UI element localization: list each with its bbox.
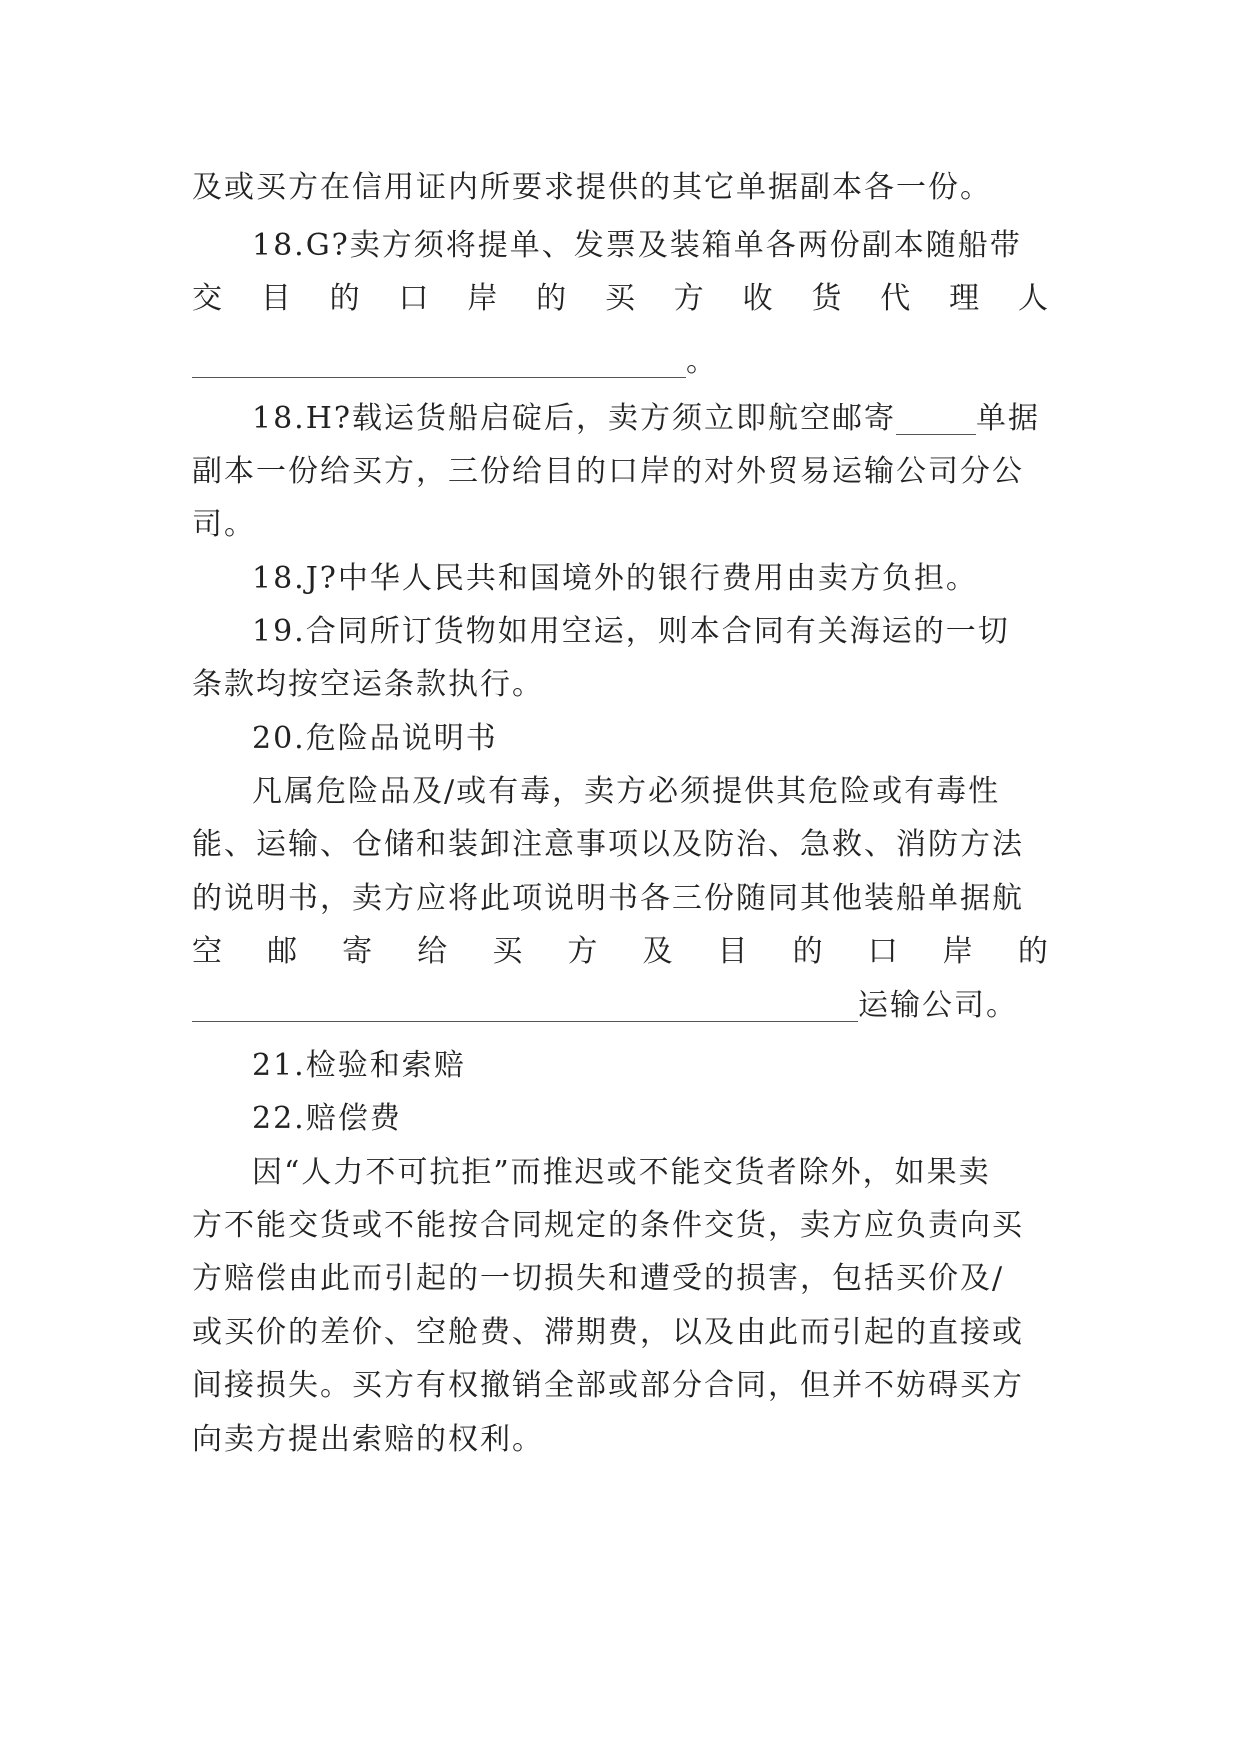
char: 的 [1017, 934, 1048, 969]
char: 方 [673, 281, 704, 316]
char: 买 [492, 934, 523, 969]
clause-19-line: 19.合同所订货物如用空运，则本合同有关海运的一切 [252, 614, 1010, 649]
char: 岸 [942, 934, 973, 969]
paragraph-line: 司。 [192, 507, 256, 542]
char: 寄 [342, 934, 373, 969]
char: 及 [642, 934, 673, 969]
char: 目 [717, 934, 748, 969]
clause-18g-blank-line [192, 338, 1048, 386]
char: 的 [329, 281, 360, 316]
fill-blank [192, 987, 858, 1022]
char: 口 [398, 281, 429, 316]
paragraph-line: 方不能交货或不能按合同规定的条件交货，卖方应负责向买 [192, 1208, 1024, 1243]
paragraph-line: 因“人力不可抗拒”而推迟或不能交货者除外，如果卖 [252, 1155, 991, 1190]
clause-18g-line: 18.G?卖方须将提单、发票及装箱单各两份副本随船带 [252, 228, 1022, 263]
paragraph-line: 条款均按空运条款执行。 [192, 667, 544, 702]
char: 货 [811, 281, 842, 316]
clause-18g-justified-line [192, 275, 1048, 323]
paragraph-line: 及或买方在信用证内所要求提供的其它单据副本各一份。 [192, 170, 992, 205]
char: 口 [867, 934, 898, 969]
paragraph-line: 凡属危险品及/或有毒，卖方必须提供其危险或有毒性 [252, 774, 1001, 809]
blank-suffix: 运输公司。 [858, 988, 1018, 1023]
char: 的 [792, 934, 823, 969]
paragraph-line: 间接损失。买方有权撤销全部或部分合同，但并不妨碍买方 [192, 1368, 1024, 1403]
char: 方 [567, 934, 598, 969]
char: 交 [192, 281, 222, 316]
char: 理 [949, 281, 980, 316]
clause-18h-line [252, 395, 1048, 443]
paragraph-line: 副本一份给买方，三份给目的口岸的对外贸易运输公司分公 [192, 454, 1024, 489]
clause-20-blank-line [192, 982, 1048, 1030]
paragraph-line: 能、运输、仓储和装卸注意事项以及防治、急救、消防方法 [192, 827, 1024, 862]
char: 人 [1017, 281, 1048, 316]
paragraph-line: 的说明书，卖方应将此项说明书各三份随同其他装船单据航 [192, 881, 1024, 916]
clause-18j-line: 18.J?中华人民共和国境外的银行费用由卖方负担。 [252, 561, 978, 596]
char: 的 [536, 281, 567, 316]
paragraph-line: 方赔偿由此而引起的一切损失和遭受的损害，包括买价及/ [192, 1261, 1005, 1296]
paragraph-line: 或买价的差价、空舱费、滞期费，以及由此而引起的直接或 [192, 1315, 1024, 1350]
char: 收 [742, 281, 773, 316]
clause-18h-text-end: 单据 [975, 401, 1040, 436]
clause-21-heading: 21.检验和索赔 [252, 1048, 466, 1083]
char: 代 [880, 281, 911, 316]
paragraph-line: 向卖方提出索赔的权利。 [192, 1422, 544, 1457]
char: 岸 [467, 281, 498, 316]
clause-22-heading: 22.赔偿费 [252, 1101, 402, 1136]
char: 目 [260, 281, 291, 316]
clause-20-justified-line [192, 928, 1048, 976]
char: 买 [604, 281, 635, 316]
char: 给 [417, 934, 448, 969]
char: 邮 [267, 934, 298, 969]
clause-18h-text: 18.H?载运货船启碇后，卖方须立即航空邮寄 [252, 401, 896, 436]
clause-20-heading: 20.危险品说明书 [252, 721, 498, 756]
fill-blank [192, 343, 686, 378]
char: 空 [192, 934, 222, 969]
period: 。 [686, 344, 718, 379]
fill-blank [896, 400, 976, 435]
